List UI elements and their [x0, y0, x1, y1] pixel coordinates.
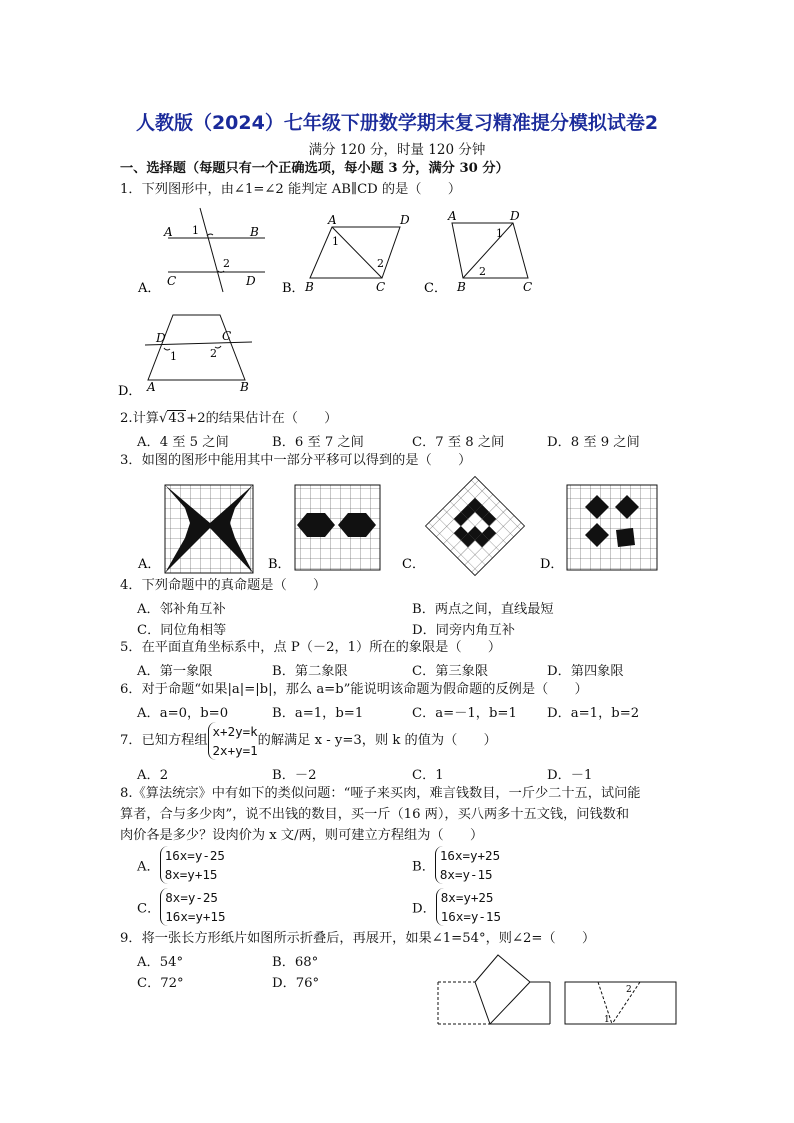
q1-figure-b	[310, 227, 400, 278]
q9-angle-2: 2	[626, 985, 632, 995]
q1d-angle-2: 2	[210, 347, 217, 360]
q8-option-d	[412, 888, 501, 926]
q8-option-c-system	[160, 888, 225, 926]
q1b-label-c: C	[376, 280, 386, 294]
q8-option-b-label: B．	[412, 859, 435, 875]
page-title: 人教版（2024）七年级下册数学期末复习精准提分模拟试卷2	[135, 112, 659, 134]
q8-line-2: 算者，合与多少肉”，说不出钱的数目，买一斤（16 两），买八两多十五文钱，问钱数和	[120, 807, 630, 822]
q2-stem	[120, 410, 337, 428]
q7-post: 的解满足 x - y=3，则 k 的值为（ ）	[257, 733, 497, 748]
q3-figure-a	[165, 485, 253, 573]
q6-option-a: A．a=0，b=0	[137, 706, 229, 721]
q8-option-d-label: D．	[412, 901, 436, 917]
q2-option-c: C．7 至 8 之间	[412, 435, 505, 450]
q7-pre: 7．已知方程组	[120, 733, 208, 748]
q1d-label-a: A	[147, 380, 156, 394]
q1c-label-c: C	[523, 280, 533, 294]
q6-stem: 6．对于命题“如果|a|=|b|，那么 a=b”能说明该命题为假命题的反例是（ ）	[120, 682, 588, 697]
q8-line-3: 肉价各是多少？设肉价为 x 文/两，则可建立方程组为（ ）	[120, 828, 484, 843]
q9-option-d: D．76°	[272, 976, 320, 991]
q7-option-d: D．－1	[547, 768, 593, 783]
q7-option-c: C．1	[412, 768, 444, 783]
q2-option-b: B．6 至 7 之间	[272, 435, 364, 450]
q7-option-a: A．2	[137, 768, 169, 783]
q3-stem: 3．如图的图形中能用其中一部分平移可以得到的是（ ）	[120, 453, 472, 468]
q2-option-d: D．8 至 9 之间	[547, 435, 640, 450]
q5-option-a: A．第一象限	[137, 664, 213, 679]
q8-option-c-label: C．	[137, 901, 161, 917]
q6-option-d: D．a=1，b=2	[547, 706, 640, 721]
q1a-label-a: A	[164, 225, 173, 239]
q5-stem: 5．在平面直角坐标系中，点 P（－2，1）所在的象限是（ ）	[120, 640, 502, 655]
q8-option-b	[412, 846, 500, 884]
q3-figure-d	[567, 485, 657, 570]
q1d-label-c: C	[222, 329, 232, 343]
q5-option-c: C．第三象限	[412, 664, 489, 679]
q4-option-d: D．同旁内角互补	[412, 623, 515, 638]
q8-option-a	[137, 846, 225, 884]
q5-option-d: D．第四象限	[547, 664, 624, 679]
q3-option-c: C．	[402, 557, 425, 572]
q7-equation-system	[208, 722, 258, 760]
q6-option-c: C．a=－1，b=1	[412, 706, 517, 721]
q1c-label-d: D	[510, 209, 520, 223]
q2-option-a: A．4 至 5 之间	[137, 435, 229, 450]
q9-option-b: B．68°	[272, 955, 319, 970]
q8-option-c	[137, 888, 226, 926]
q8-option-a-label: A．	[137, 859, 160, 875]
q9-figures	[430, 952, 690, 1032]
q1c-angle-1: 1	[496, 227, 503, 240]
q2-post: +2的结果估计在（ ）	[186, 411, 338, 426]
q9-stem: 9．将一张长方形纸片如图所示折叠后，再展开，如果∠1=54°，则∠2=（ ）	[120, 931, 596, 946]
q9-figure-folded	[438, 955, 550, 1024]
q1a-label-c: C	[167, 274, 177, 288]
q9-figure-unfolded	[565, 982, 676, 1024]
q3-option-b: B．	[268, 557, 291, 572]
q7-option-b: B．－2	[272, 768, 317, 783]
q1d-label-b: B	[240, 380, 249, 394]
q1-option-b: B．	[282, 281, 305, 296]
q6-option-b: B．a=1，b=1	[272, 706, 364, 721]
q3-figures	[130, 478, 670, 578]
q2-pre: 2.计算	[120, 411, 159, 426]
q9-option-c: C．72°	[137, 976, 184, 991]
q7-eq2: 2x+y=1	[212, 743, 258, 758]
q3-figure-b	[295, 485, 380, 570]
q8-a-eq2: 8x=y+15	[164, 867, 218, 882]
q9-option-a: A．54°	[137, 955, 184, 970]
q8-c-eq1: 8x=y-25	[165, 890, 218, 905]
q8-option-a-system	[160, 846, 225, 884]
q1b-angle-2: 2	[377, 257, 384, 270]
q1-option-d: D．	[118, 384, 142, 399]
q1-option-c: C．	[424, 281, 447, 296]
q8-a-eq1: 16x=y-25	[164, 848, 225, 863]
q8-c-eq2: 16x=y+15	[165, 909, 226, 924]
q3-option-a: A．	[138, 557, 161, 572]
q8-d-eq2: 16x=y-15	[440, 909, 501, 924]
q1a-angle-1: 1	[192, 224, 199, 237]
q1a-angle-2: 2	[223, 257, 230, 270]
q1-stem: 1．下列图形中，由∠1=∠2 能判定 AB∥CD 的是（ ）	[120, 182, 462, 197]
q1b-label-a: A	[328, 213, 337, 227]
q9-angle-1: 1	[604, 1015, 610, 1025]
q8-line-1: 8.《算法统宗》中有如下的类似问题：“哑子来买肉，难言钱数目，一斤少二十五，试问能	[120, 786, 641, 801]
q1b-label-b: B	[305, 280, 314, 294]
q8-option-d-system	[436, 888, 501, 926]
q1b-label-d: D	[400, 213, 410, 227]
q7-stem	[120, 722, 497, 760]
q5-option-b: B．第二象限	[272, 664, 348, 679]
q4-option-a: A．邻补角互补	[137, 602, 226, 617]
sqrt-sign: √	[158, 411, 168, 426]
q1d-label-d: D	[156, 331, 166, 345]
q7-eq1: x+2y=k	[212, 724, 258, 739]
q8-d-eq1: 8x=y+25	[440, 890, 494, 905]
exam-info: 满分 120 分，时量 120 分钟	[308, 142, 486, 158]
q8-option-b-system	[435, 846, 500, 884]
q4-option-b: B．两点之间，直线最短	[412, 602, 554, 617]
q8-b-eq1: 16x=y+25	[439, 848, 501, 863]
q1a-label-b: B	[250, 225, 259, 239]
q1d-angle-1: 1	[170, 350, 177, 363]
q1-figure-d	[145, 315, 252, 380]
q4-option-c: C．同位角相等	[137, 623, 227, 638]
q3-figure-c	[426, 477, 525, 576]
q1-figures	[118, 205, 700, 400]
section-heading: 一、选择题（每题只有一个正确选项，每小题 3 分，满分 30 分）	[120, 161, 509, 176]
q8-b-eq2: 8x=y-15	[439, 867, 493, 882]
q1c-label-b: B	[457, 280, 466, 294]
q1-figure-c	[452, 223, 528, 278]
q2-radicand: 43	[168, 411, 186, 426]
q1-option-a: A．	[138, 281, 161, 296]
q3-option-d: D．	[540, 557, 564, 572]
q1b-angle-1: 1	[332, 235, 339, 248]
q1a-label-d: D	[246, 274, 256, 288]
q1c-label-a: A	[448, 209, 457, 223]
q1c-angle-2: 2	[479, 265, 486, 278]
q4-stem: 4．下列命题中的真命题是（ ）	[120, 578, 327, 593]
